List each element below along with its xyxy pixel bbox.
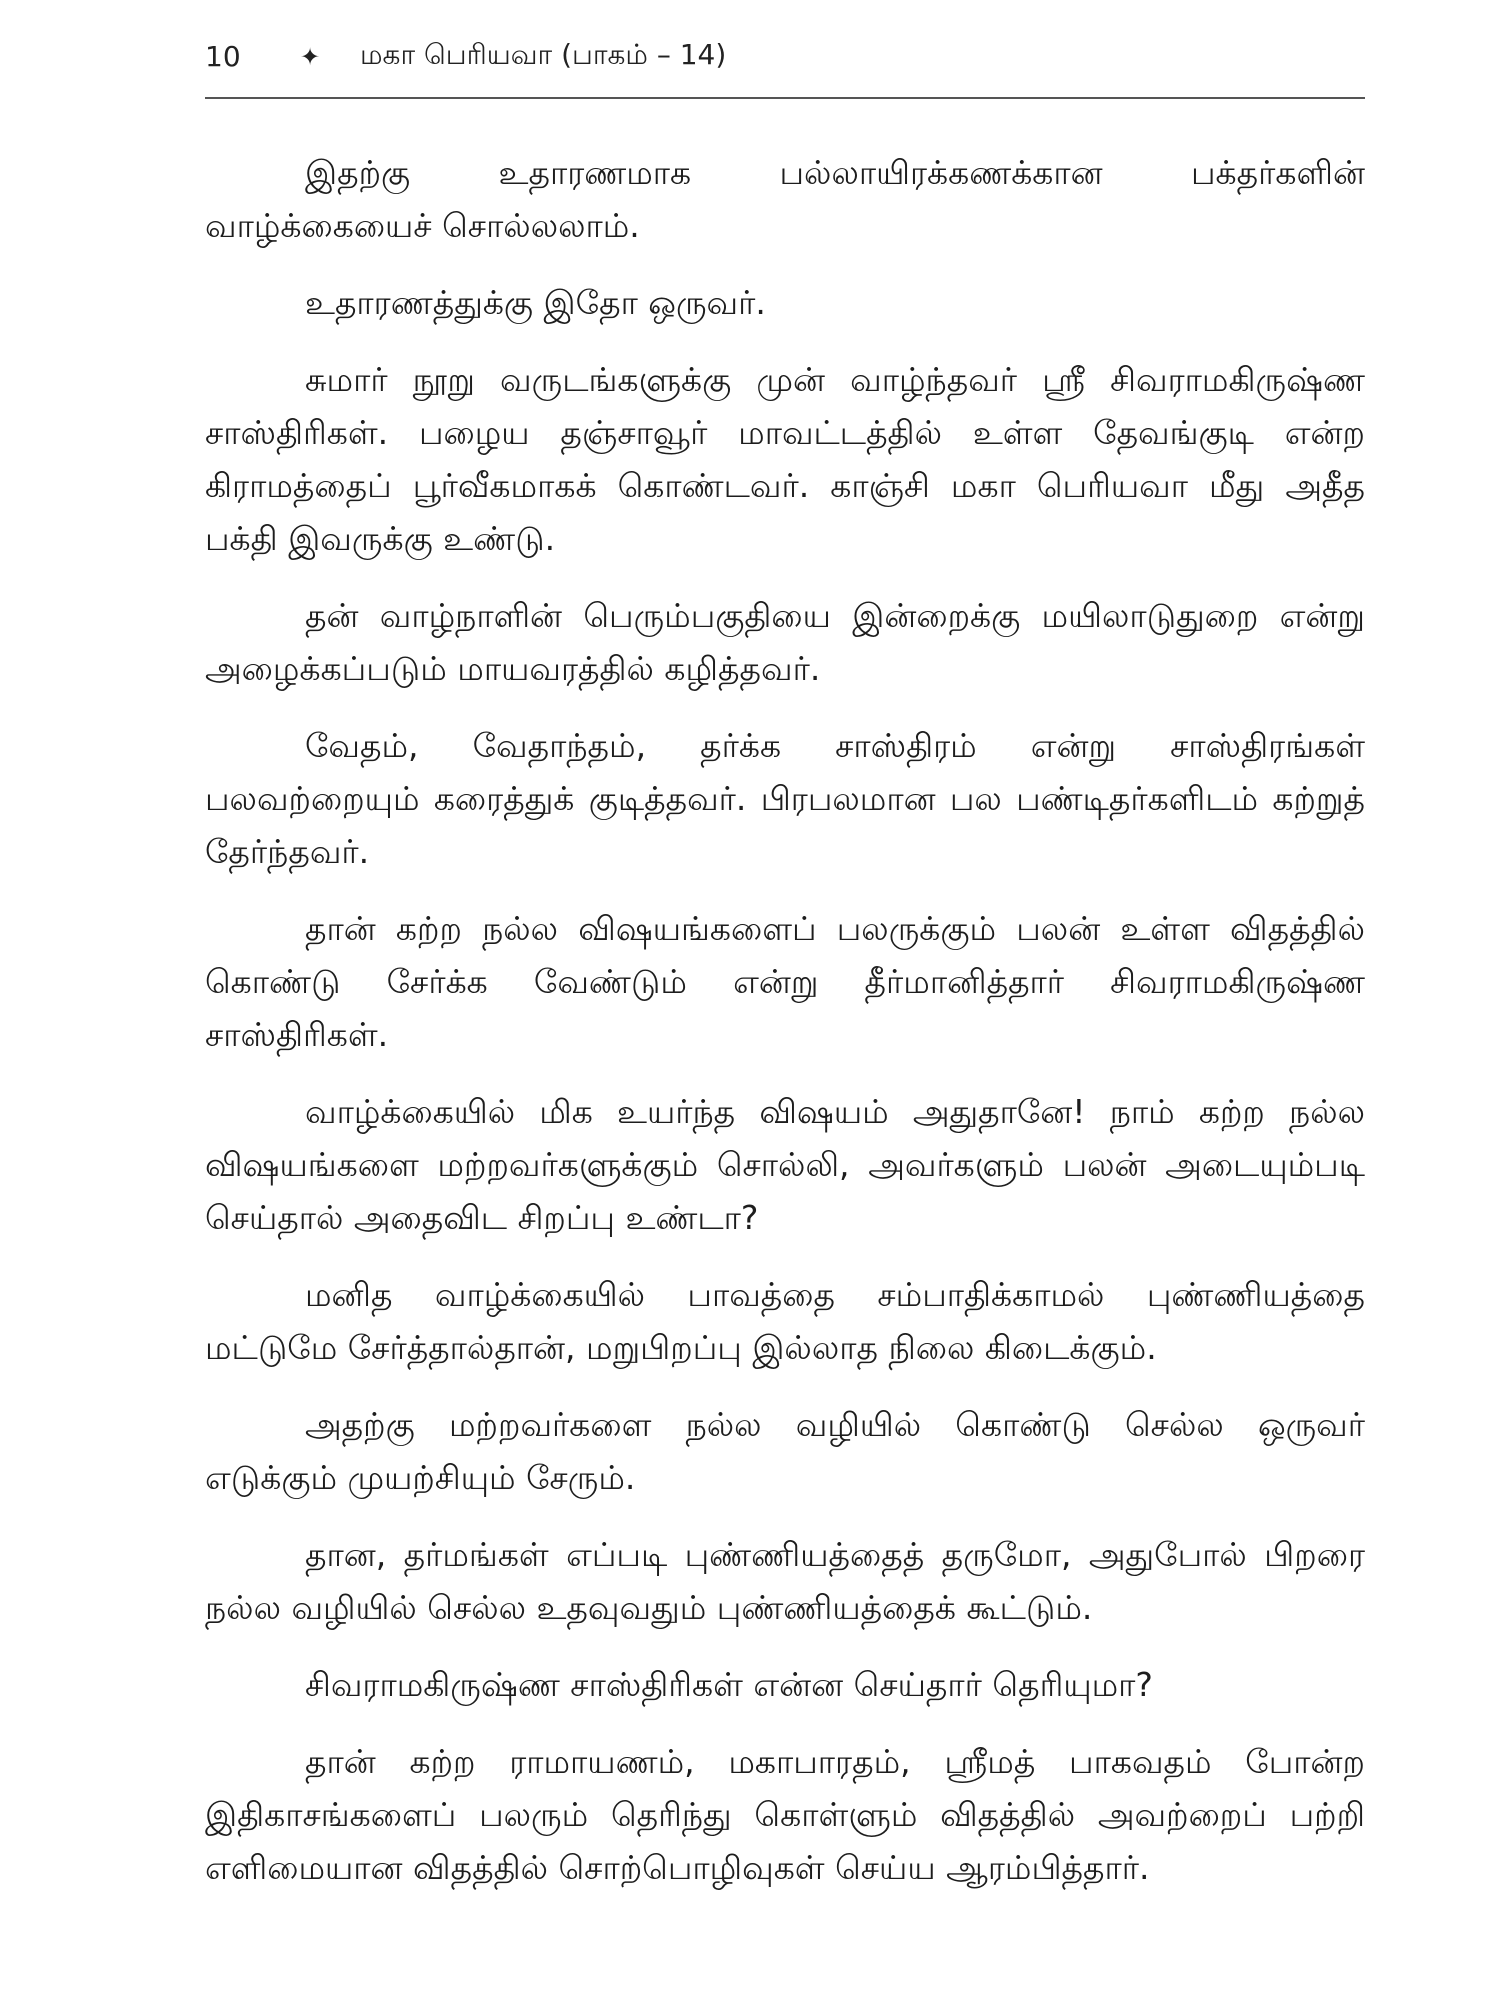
paragraph: சிவராமகிருஷ்ண சாஸ்திரிகள் என்ன செய்தார் தெரியுமா? bbox=[305, 1665, 1153, 1704]
paragraph: இதற்கு உதாரணமாக பல்லாயிரக்கணக்கான பக்தர்களின் வாழ்க்கையைச் சொல்லலாம். bbox=[205, 153, 1365, 245]
header-rule bbox=[205, 97, 1365, 99]
separator-star-icon: ✦ bbox=[300, 42, 321, 71]
paragraph: தான் கற்ற நல்ல விஷயங்களைப் பலருக்கும் பலன் உள்ள விதத்தில் கொண்டு சேர்க்க வேண்டும் என்று தீர்மானித்தார் சிவராமகிருஷ்ண சாஸ்திரிகள். bbox=[205, 909, 1365, 1054]
paragraph: தான, தர்மங்கள் எப்படி புண்ணியத்தைத் தருமோ, அதுபோல் பிறரை நல்ல வழியில் செல்ல உதவுவதும் புண்ணியத்தைக் கூட்டும். bbox=[205, 1535, 1365, 1627]
paragraph: வேதம், வேதாந்தம், தர்க்க சாஸ்திரம் என்று சாஸ்திரங்கள் பலவற்றையும் கரைத்துக் குடித்தவர். பிரபலமான பல பண்டிதர்களிடம் கற்றுத் தேர்ந்தவர். bbox=[205, 726, 1365, 871]
page-body bbox=[205, 146, 1365, 1918]
paragraph: அதற்கு மற்றவர்களை நல்ல வழியில் கொண்டு செல்ல ஒருவர் எடுக்கும் முயற்சியும் சேரும். bbox=[205, 1405, 1365, 1497]
paragraph: தன் வாழ்நாளின் பெரும்பகுதியை இன்றைக்கு மயிலாடுதுறை என்று அழைக்கப்படும் மாயவரத்தில் கழித்தவர். bbox=[205, 596, 1365, 688]
paragraph: வாழ்க்கையில் மிக உயர்ந்த விஷயம் அதுதானே! நாம் கற்ற நல்ல விஷயங்களை மற்றவர்களுக்கும் சொல்லி, அவர்களும் பலன் அடையும்படி செய்தால் அதைவிட சிறப்பு உண்டா? bbox=[205, 1092, 1366, 1237]
paragraph: உதாரணத்துக்கு இதோ ஒருவர். bbox=[305, 283, 766, 322]
paragraph: தான் கற்ற ராமாயணம், மகாபாரதம், ஸ்ரீமத் பாகவதம் போன்ற இதிகாசங்களைப் பலரும் தெரிந்து கொள்ளும் விதத்தில் அவற்றைப் பற்றி எளிமையான விதத்தில் சொற்பொழிவுகள் செய்ய ஆரம்பித்தார். bbox=[205, 1742, 1365, 1887]
page-number: 10 bbox=[205, 40, 241, 73]
page-header bbox=[205, 38, 1365, 75]
book-title: மகா பெரியவா (பாகம் – 14) bbox=[360, 38, 727, 71]
paragraph: சுமார் நூறு வருடங்களுக்கு முன் வாழ்ந்தவர் ஸ்ரீ சிவராமகிருஷ்ண சாஸ்திரிகள். பழைய தஞ்சாவூர் மாவட்டத்தில் உள்ள தேவங்குடி என்ற கிராமத்தைப் பூர்வீகமாகக் கொண்டவர். காஞ்சி மகா பெரியவா மீது அதீத பக்தி இவருக்கு உண்டு. bbox=[205, 360, 1365, 558]
paragraph: மனித வாழ்க்கையில் பாவத்தை சம்பாதிக்காமல் புண்ணியத்தை மட்டுமே சேர்த்தால்தான், மறுபிறப்பு இல்லாத நிலை கிடைக்கும். bbox=[205, 1275, 1365, 1367]
